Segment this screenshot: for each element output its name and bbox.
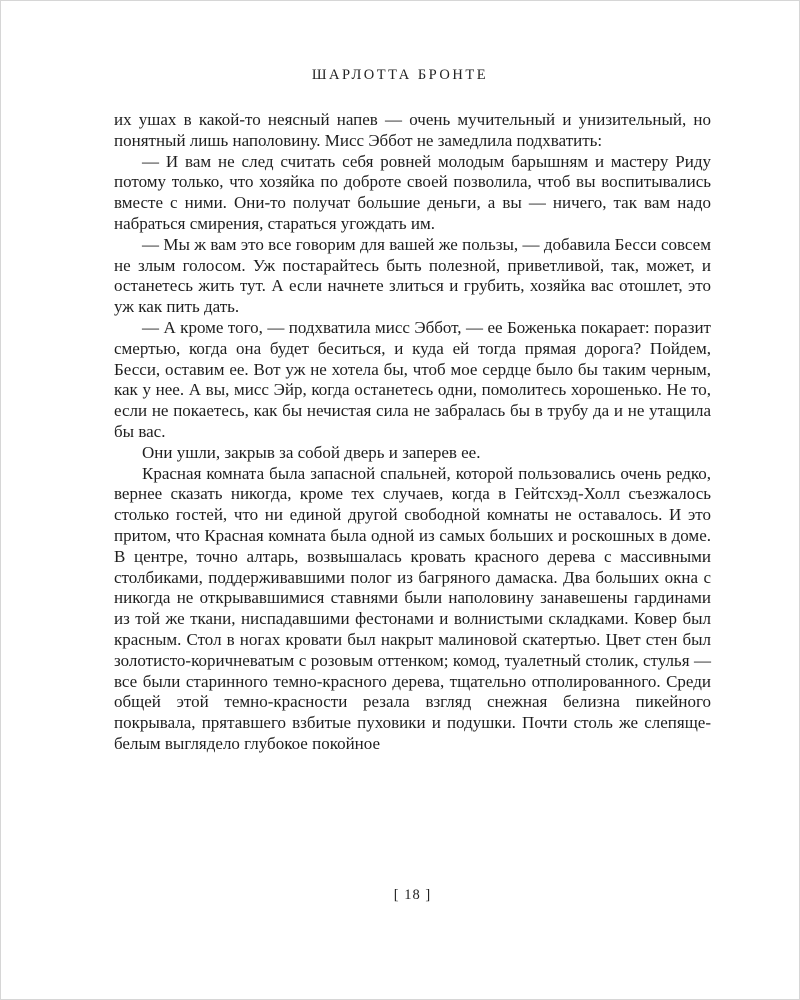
paragraph: — А кроме того, — подхватила мисс Эббот, — ее Боженька покарает: поразит смертью, когда она будет беситься, и куда ей тогда прямая дорога? Пойдем, Бесси, оставим ее. Вот уж не хотела бы, чтоб мое сердце было бы таким черным, как у нее. А вы, мисс Эйр, когда останетесь одни, помолитесь хорошенько. Не то, если не покаетесь, как бы нечистая сила не забралась бы в трубу да и не утащила бы вас. <box>114 317 711 441</box>
paragraph: Красная комната была запасной спальней, которой пользовались очень редко, вернее сказать никогда, кроме тех случаев, когда в Гейтсхэд-Холл съезжалось столько гостей, что ни единой другой свободной комнаты не оставалось. И это притом, что Красная комната была одной из самых больших и роскошных в доме. В центре, точно алтарь, возвышалась кровать красного дерева с массивными столбиками, поддерживавшими полог из багряного дамаска. Два больших окна с никогда не открывавшимися ставнями были наполовину занавешены гардинами из той же ткани, ниспадавшими фестонами и волнистыми складками. Ковер был красным. Стол в ногах кровати был накрыт малиновой скатертью. Цвет стен был золотисто-коричневатым с розовым оттенком; комод, туалетный столик, стулья — все были старинного темно-красного дерева, тщательно отполированного. Среди общей этой темно-красности резала взгляд снежная белизна пикейного покрывала, прятавшего взбитые пуховики и подушки. Почти столь же слепяще-белым выглядело глубокое покойное <box>114 463 711 753</box>
paragraph: — И вам не след считать себя ровней молодым барышням и мастеру Риду потому только, что хозяйка по доброте своей позволила, чтоб вы воспитывались вместе с ними. Они-то получат большие деньги, а вы — ничего, так вам надо набраться смирения, стараться угождать им. <box>114 151 711 233</box>
paragraph: — Мы ж вам это все говорим для вашей же пользы, — добавила Бесси совсем не злым голосом. Уж постарайтесь быть полезной, приветливой, так, может, и останетесь жить тут. А если начнете злиться и грубить, хозяйка вас отошлет, это уж как пить дать. <box>114 234 711 317</box>
page-number: [ 18 ] <box>393 887 432 903</box>
paragraph: Они ушли, закрыв за собой дверь и заперев ее. <box>142 442 481 462</box>
running-head-author: ШАРЛОТТА БРОНТЕ <box>311 67 489 83</box>
paragraph: их ушах в какой-то неясный напев — очень мучительный и унизительный, но понятный лишь наполовину. Мисс Эббот не замедлила подхватить: <box>114 110 711 150</box>
page-body <box>114 110 711 755</box>
